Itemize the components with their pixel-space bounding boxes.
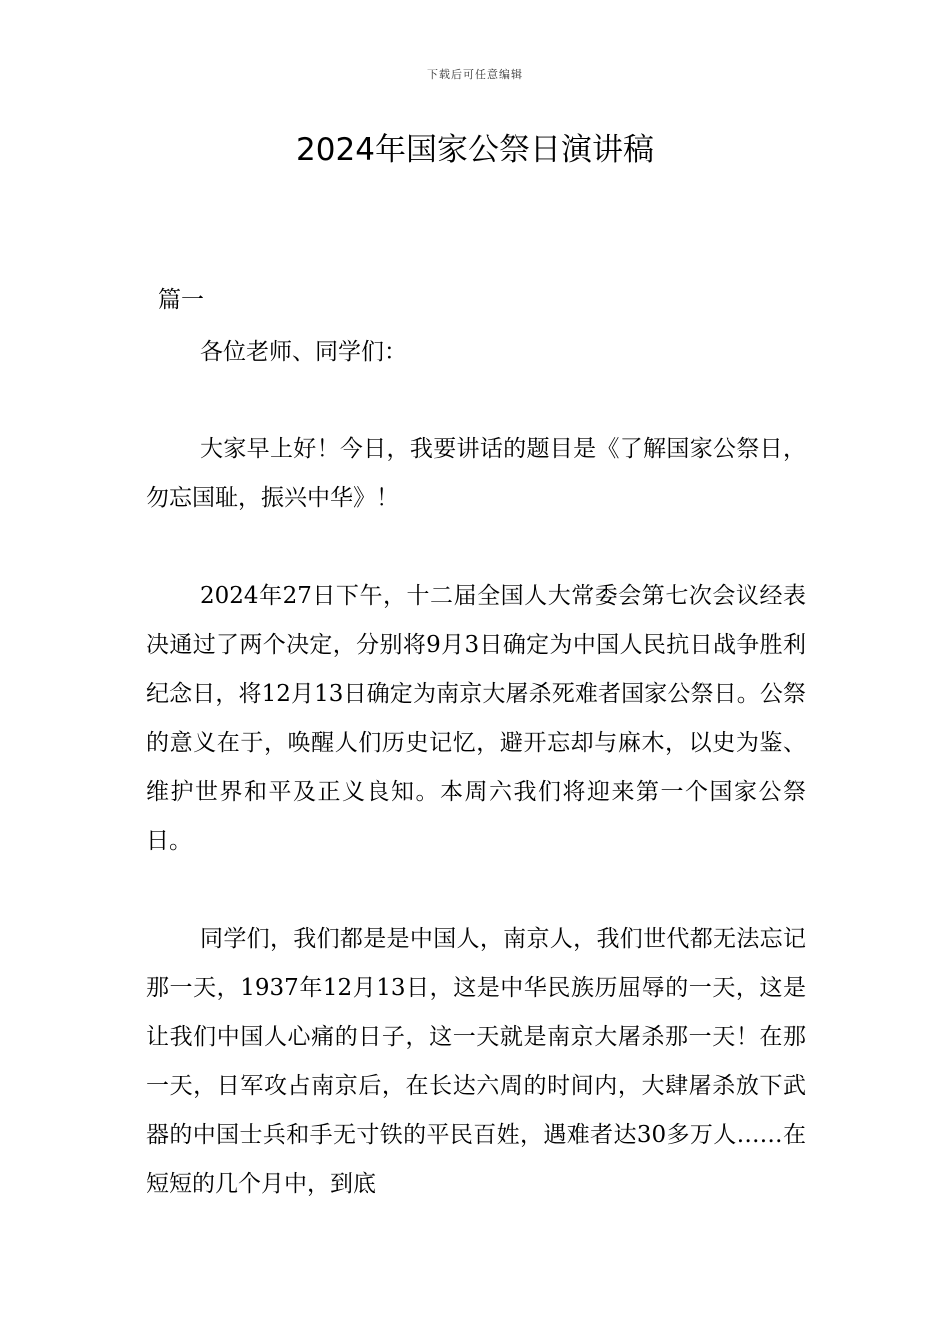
document-title: 2024年国家公祭日演讲稿 — [296, 132, 654, 168]
paragraph-salutation: 各位老师、同学们： — [200, 339, 407, 365]
header-note: 下载后可任意编辑 — [427, 68, 523, 81]
paragraph-background: 2024年27日下午，十二届全国人大常委会第七次会议经表决通过了两个决定，分别将9月3日确定为中国人民抗日战争胜利纪念日，将12月13日确定为南京大屠杀死难者国家公祭日。公祭的意义在于，唤醒人们历史记忆，避开忘却与麻木，以史为鉴、维护世界和平及正义良知。本周六我们将迎来第一个国家公祭日。 — [146, 583, 806, 854]
paragraph-history: 同学们，我们都是是中国人，南京人，我们世代都无法忘记那一天，1937年12月13日，这是中华民族历屈辱的一天，这是让我们中国人心痛的日子，这一天就是南京大屠杀那一天！在那一天，日军攻占南京后，在长达六周的时间内，大肆屠杀放下武器的中国士兵和手无寸铁的平民百姓，遇难者达30多万人……在短短的几个月中，到底 — [146, 926, 806, 1197]
paragraph-greeting: 大家早上好！今日，我要讲话的题目是《了解国家公祭日，勿忘国耻，振兴中华》！ — [146, 436, 806, 511]
section-label: 篇一 — [158, 287, 204, 313]
